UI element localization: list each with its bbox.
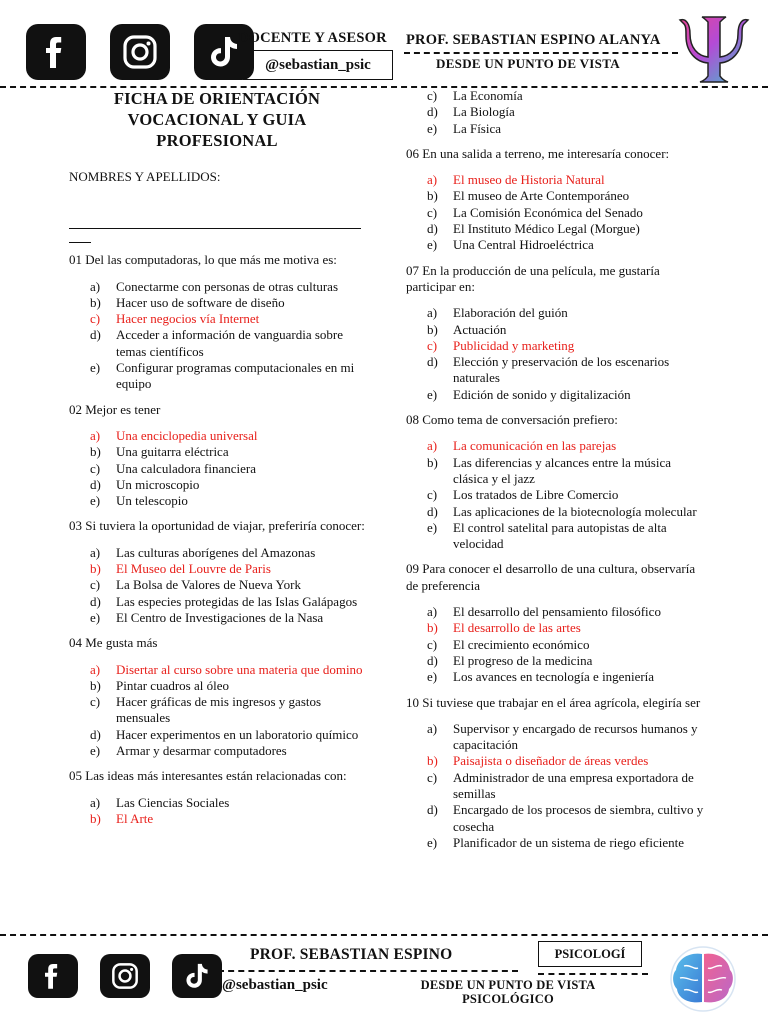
option-letter: b) <box>427 620 438 636</box>
option-text: Las culturas aborígenes del Amazonas <box>116 544 316 560</box>
option-letter: b) <box>427 454 438 470</box>
option-item[interactable] <box>90 545 365 561</box>
question-text: 07 En la producción de una película, me gustaría participar en: <box>406 262 660 294</box>
question-block <box>69 252 365 392</box>
title-line: VOCACIONAL Y GUIA <box>127 110 307 129</box>
question-text: 04 Me gusta más <box>69 635 158 651</box>
names-input-line-continuation[interactable] <box>69 229 91 243</box>
option-text: Los avances en tecnología e ingeniería <box>453 669 655 685</box>
left-question-list <box>69 252 365 827</box>
option-letter: c) <box>90 694 101 710</box>
option-item[interactable] <box>427 669 706 685</box>
option-text: La Bolsa de Valores de Nueva York <box>116 577 301 593</box>
option-text: Configurar programas computacionales en mi equipo <box>116 360 355 392</box>
option-text: Publicidad y marketing <box>453 337 575 353</box>
option-letter: b) <box>90 294 101 310</box>
option-text: Armar y desarmar computadores <box>116 743 287 759</box>
option-item[interactable] <box>90 327 365 360</box>
option-letter: b) <box>90 561 101 577</box>
option-letter: d) <box>427 503 438 519</box>
option-letter: c) <box>90 577 101 593</box>
option-letter: c) <box>427 769 438 785</box>
option-text: Elección y preservación de los escenarios naturales <box>453 354 670 386</box>
option-text: Conectarme con personas de otras culturas <box>116 278 339 294</box>
option-text: La Biología <box>453 104 515 120</box>
option-item[interactable] <box>427 205 706 221</box>
option-item[interactable] <box>90 795 365 811</box>
page-header <box>0 0 768 92</box>
option-text: Las especies protegidas de las Islas Galápagos <box>116 593 358 609</box>
option-text: El crecimiento económico <box>453 636 590 652</box>
option-item[interactable] <box>427 604 706 620</box>
option-item[interactable] <box>427 387 706 403</box>
question-text: 08 Como tema de conversación prefiero: <box>406 412 618 428</box>
option-letter: a) <box>427 305 438 321</box>
title-line: FICHA DE ORIENTACIÓN <box>113 89 321 108</box>
option-item-selected[interactable] <box>90 428 365 444</box>
option-item[interactable] <box>427 322 706 338</box>
facebook-icon[interactable] <box>28 954 78 998</box>
option-text: El desarrollo del pensamiento filosófico <box>453 604 661 620</box>
question-text: 05 Las ideas más interesantes están relacionadas con: <box>69 768 347 784</box>
option-text: El Museo del Louvre de Paris <box>116 561 271 577</box>
option-item[interactable] <box>427 104 706 120</box>
option-letter: a) <box>90 278 101 294</box>
names-label: NOMBRES Y APELLIDOS: <box>69 169 221 184</box>
option-letter: d) <box>90 476 101 492</box>
option-text: El Centro de Investigaciones de la Nasa <box>116 609 324 625</box>
q05-continuation-options <box>406 88 706 137</box>
header-handle-box: @sebastian_psic <box>243 50 393 80</box>
option-letter: e) <box>427 519 438 535</box>
question-block <box>406 695 706 852</box>
footer-top-dashed-line <box>0 934 768 936</box>
footer-psico-box: PSICOLOGÍ <box>538 941 642 967</box>
option-text: La Física <box>453 120 502 136</box>
option-letter: d) <box>90 327 101 343</box>
option-item[interactable] <box>427 455 706 488</box>
option-text: Una calculadora financiera <box>116 460 257 476</box>
docente-label: DOCENTE Y ASESOR <box>238 30 387 46</box>
header-prof-name: PROF. SEBASTIAN ESPINO ALANYA <box>406 32 661 48</box>
option-letter: b) <box>427 188 438 204</box>
option-text: El desarrollo de las artes <box>453 620 581 636</box>
option-letter: c) <box>427 487 438 503</box>
option-item[interactable] <box>427 305 706 321</box>
option-item[interactable] <box>427 520 706 553</box>
option-text: Administrador de una empresa exportadora de semillas <box>453 769 694 801</box>
option-letter: a) <box>427 604 438 620</box>
option-item-selected[interactable] <box>427 172 706 188</box>
page-footer <box>0 928 768 1024</box>
footer-vista-line: PSICOLÓGICO <box>462 992 554 1006</box>
option-letter: c) <box>427 337 438 353</box>
footer-dashed-divider <box>218 970 518 972</box>
option-item[interactable] <box>427 188 706 204</box>
option-letter: b) <box>427 753 438 769</box>
option-text: Edición de sonido y digitalización <box>453 386 631 402</box>
question-block <box>406 263 706 403</box>
option-item[interactable] <box>427 721 706 754</box>
option-item[interactable] <box>90 360 365 393</box>
right-question-list <box>406 146 706 851</box>
option-text: Hacer negocios vía Internet <box>116 311 260 327</box>
option-item-selected[interactable] <box>90 311 365 327</box>
question-block <box>69 635 365 759</box>
option-item[interactable] <box>90 493 365 509</box>
option-item[interactable] <box>427 802 706 835</box>
header-social-icons <box>26 24 254 80</box>
option-letter: a) <box>90 427 101 443</box>
option-item[interactable] <box>90 727 365 743</box>
footer-right-dashed <box>538 973 648 975</box>
option-letter: a) <box>427 438 438 454</box>
option-text: Acceder a información de vanguardia sobre temas científicos <box>116 327 344 359</box>
option-text: La comunicación en las parejas <box>453 438 617 454</box>
question-block <box>406 146 706 254</box>
option-item[interactable] <box>427 770 706 803</box>
option-text: Las Ciencias Sociales <box>116 794 230 810</box>
brain-logo-icon <box>664 944 742 1014</box>
header-vista-text: DESDE UN PUNTO DE VISTA <box>436 56 620 71</box>
option-item[interactable] <box>427 121 706 137</box>
option-item[interactable] <box>427 221 706 237</box>
option-letter: a) <box>90 661 101 677</box>
option-item-selected[interactable] <box>427 620 706 636</box>
footer-prof-name: PROF. SEBASTIAN ESPINO <box>250 946 453 963</box>
question-block <box>69 768 365 827</box>
option-item[interactable] <box>90 694 365 727</box>
option-text: Disertar al curso sobre una materia que domino <box>116 661 363 677</box>
option-letter: a) <box>427 172 438 188</box>
option-item[interactable] <box>90 743 365 759</box>
tiktok-icon[interactable] <box>172 954 222 998</box>
option-text: Pintar cuadros al óleo <box>116 677 229 693</box>
option-item[interactable] <box>90 279 365 295</box>
option-text: Los tratados de Libre Comercio <box>453 487 619 503</box>
option-letter: d) <box>90 593 101 609</box>
option-letter: d) <box>427 354 438 370</box>
footer-vista-text <box>408 978 608 1006</box>
option-item-selected[interactable] <box>427 753 706 769</box>
option-letter: e) <box>427 386 438 402</box>
option-item[interactable] <box>427 354 706 387</box>
option-letter: b) <box>90 810 101 826</box>
facebook-icon[interactable] <box>26 24 86 80</box>
option-item[interactable] <box>90 678 365 694</box>
question-text: 02 Mejor es tener <box>69 401 161 417</box>
question-text: 09 Para conocer el desarrollo de una cultura, observaría de preferencia <box>406 561 696 593</box>
option-letter: c) <box>427 636 438 652</box>
option-item-selected[interactable] <box>90 811 365 827</box>
footer-social-icons <box>28 954 222 998</box>
option-letter: b) <box>90 444 101 460</box>
option-text: El Arte <box>116 810 154 826</box>
option-letter: e) <box>427 834 438 850</box>
option-text: El museo de Arte Contemporáneo <box>453 188 630 204</box>
option-item[interactable] <box>427 835 706 851</box>
question-text: 10 Si tuviese que trabajar en el área agrícola, elegiría ser <box>406 694 701 710</box>
option-text: Las diferencias y alcances entre la música clásica y el jazz <box>453 454 671 486</box>
names-input-line[interactable] <box>69 215 361 229</box>
option-letter: c) <box>427 204 438 220</box>
header-dashed-divider <box>404 52 678 54</box>
right-column <box>406 88 706 851</box>
option-text: El Instituto Médico Legal (Morgue) <box>453 221 640 237</box>
option-text: Elaboración del guión <box>453 305 568 321</box>
option-text: Hacer experimentos en un laboratorio químico <box>116 726 359 742</box>
option-letter: e) <box>90 360 101 376</box>
question-text: 03 Si tuviera la oportunidad de viajar, preferiría conocer: <box>69 518 365 534</box>
question-text: 06 En una salida a terreno, me interesaría conocer: <box>406 145 670 161</box>
option-item[interactable] <box>427 637 706 653</box>
option-item-selected[interactable] <box>90 561 365 577</box>
option-item-selected[interactable] <box>427 338 706 354</box>
question-block <box>69 402 365 510</box>
option-text: Hacer uso de software de diseño <box>116 294 285 310</box>
option-item[interactable] <box>90 444 365 460</box>
option-text: Planificador de un sistema de riego eficiente <box>453 834 685 850</box>
option-letter: b) <box>90 677 101 693</box>
option-item[interactable] <box>90 461 365 477</box>
footer-handle: @sebastian_psic <box>222 977 328 993</box>
option-item[interactable] <box>90 477 365 493</box>
option-text: La Comisión Económica del Senado <box>453 204 643 220</box>
option-text: Paisajista o diseñador de áreas verdes <box>453 753 649 769</box>
option-text: La Economía <box>453 88 523 103</box>
option-text: El museo de Historia Natural <box>453 172 605 188</box>
option-text: Hacer gráficas de mis ingresos y gastos mensuales <box>116 694 322 726</box>
option-letter: d) <box>427 652 438 668</box>
option-text: Un microscopio <box>116 476 200 492</box>
option-item-selected[interactable] <box>90 662 365 678</box>
option-letter: a) <box>90 544 101 560</box>
question-text: 01 Del las computadoras, lo que más me motiva es: <box>69 252 337 268</box>
option-letter: e) <box>90 743 101 759</box>
question-block <box>406 561 706 685</box>
option-letter: a) <box>90 794 101 810</box>
option-text: Un telescopio <box>116 493 188 509</box>
option-letter: e) <box>427 237 438 253</box>
option-item[interactable] <box>427 88 706 104</box>
option-letter: d) <box>427 802 438 818</box>
option-item[interactable] <box>427 237 706 253</box>
option-letter: c) <box>90 460 101 476</box>
option-item-selected[interactable] <box>427 438 706 454</box>
left-column <box>69 88 365 827</box>
option-text: Una guitarra eléctrica <box>116 444 229 460</box>
psi-logo-icon <box>676 14 752 86</box>
instagram-icon[interactable] <box>110 24 170 80</box>
option-text: Encargado de los procesos de siembra, cultivo y cosecha <box>453 802 704 834</box>
option-text: El progreso de la medicina <box>453 652 593 668</box>
option-text: Una Central Hidroeléctrica <box>453 237 594 253</box>
option-item[interactable] <box>90 295 365 311</box>
option-letter: d) <box>90 726 101 742</box>
option-letter: e) <box>427 669 438 685</box>
option-letter: b) <box>427 321 438 337</box>
option-item[interactable] <box>427 653 706 669</box>
document-title <box>69 88 365 151</box>
option-text: Las aplicaciones de la biotecnología molecular <box>453 503 697 519</box>
option-letter: c) <box>90 311 101 327</box>
option-text: Una enciclopedia universal <box>116 427 258 443</box>
option-item[interactable] <box>427 504 706 520</box>
option-text: El control satelital para autopistas de alta velocidad <box>453 519 667 552</box>
question-block <box>69 518 365 626</box>
option-item[interactable] <box>90 594 365 610</box>
option-item[interactable] <box>90 577 365 593</box>
option-text: Supervisor y encargado de recursos humanos y capacitación <box>453 720 698 753</box>
option-item[interactable] <box>427 487 706 503</box>
option-letter: e) <box>90 493 101 509</box>
question-block <box>406 412 706 552</box>
option-item[interactable] <box>90 610 365 626</box>
title-line: PROFESIONAL <box>156 131 278 150</box>
option-letter: d) <box>427 221 438 237</box>
instagram-icon[interactable] <box>100 954 150 998</box>
option-letter: e) <box>427 120 438 136</box>
option-letter: c) <box>427 88 438 103</box>
option-letter: d) <box>427 104 438 120</box>
option-letter: a) <box>427 720 438 736</box>
option-letter: e) <box>90 609 101 625</box>
footer-vista-line: DESDE UN PUNTO DE VISTA <box>420 978 596 992</box>
option-text: Actuación <box>453 321 507 337</box>
